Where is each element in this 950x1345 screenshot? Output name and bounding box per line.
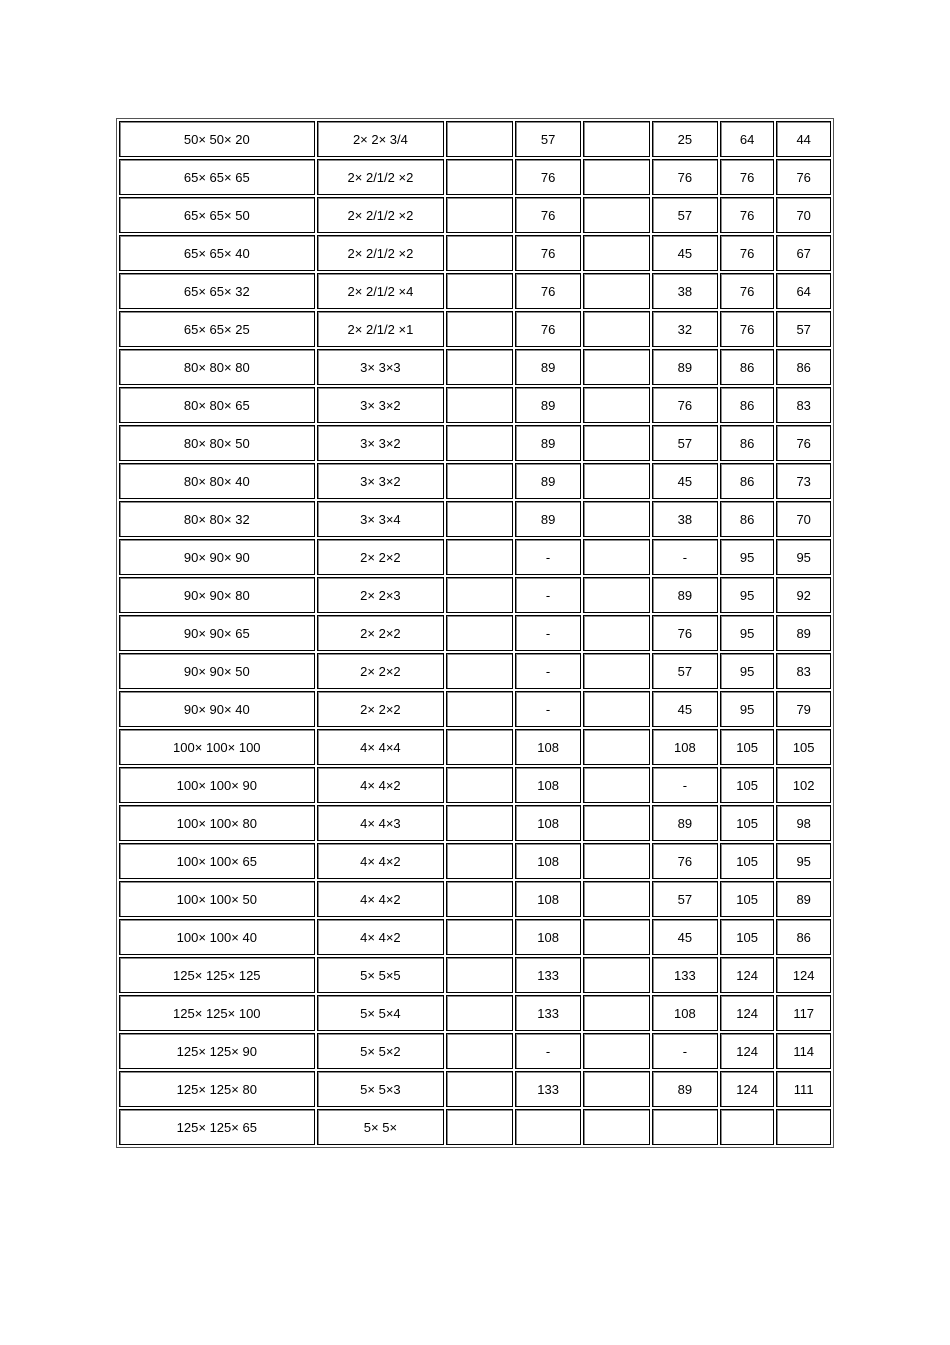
- thread-cell: 2× 2/1/2 ×2: [317, 235, 445, 271]
- table-row: [119, 653, 831, 689]
- dimension-d-cell: 57: [776, 311, 831, 347]
- thread-cell: 2× 2×2: [317, 615, 445, 651]
- thread-cell: 5× 5×5: [317, 957, 445, 993]
- size-cell: 80× 80× 80: [119, 349, 315, 385]
- table-row: [119, 577, 831, 613]
- dimension-b-cell: 89: [652, 805, 718, 841]
- dimension-c-cell: 76: [720, 235, 775, 271]
- size-cell: 100× 100× 100: [119, 729, 315, 765]
- blank-cell-b: [583, 349, 650, 385]
- table-row: [119, 235, 831, 271]
- dimension-d-cell: 76: [776, 159, 831, 195]
- blank-cell-a: [446, 881, 513, 917]
- dimension-b-cell: 89: [652, 577, 718, 613]
- size-cell: 90× 90× 50: [119, 653, 315, 689]
- blank-cell-a: [446, 159, 513, 195]
- size-cell: 65× 65× 65: [119, 159, 315, 195]
- blank-cell-b: [583, 235, 650, 271]
- size-cell: 65× 65× 40: [119, 235, 315, 271]
- blank-cell-b: [583, 273, 650, 309]
- dimension-b-cell: 38: [652, 273, 718, 309]
- blank-cell-b: [583, 653, 650, 689]
- dimension-c-cell: 124: [720, 1071, 775, 1107]
- table-row: [119, 539, 831, 575]
- dimension-b-cell: 57: [652, 197, 718, 233]
- dimension-a-cell: 108: [515, 843, 581, 879]
- table-row: [119, 767, 831, 803]
- table-row: [119, 463, 831, 499]
- thread-cell: 5× 5×2: [317, 1033, 445, 1069]
- dimension-d-cell: 73: [776, 463, 831, 499]
- thread-cell: 5× 5×4: [317, 995, 445, 1031]
- dimension-d-cell: 114: [776, 1033, 831, 1069]
- size-cell: 80× 80× 40: [119, 463, 315, 499]
- thread-cell: 2× 2×2: [317, 691, 445, 727]
- blank-cell-a: [446, 843, 513, 879]
- blank-cell-b: [583, 387, 650, 423]
- size-cell: 125× 125× 125: [119, 957, 315, 993]
- dimension-b-cell: 76: [652, 615, 718, 651]
- blank-cell-a: [446, 805, 513, 841]
- dimension-c-cell: 95: [720, 691, 775, 727]
- dimension-b-cell: [652, 1109, 718, 1145]
- dimension-d-cell: 79: [776, 691, 831, 727]
- dimension-a-cell: 108: [515, 881, 581, 917]
- dimension-a-cell: 133: [515, 1071, 581, 1107]
- thread-cell: 2× 2/1/2 ×2: [317, 159, 445, 195]
- dimension-c-cell: 76: [720, 311, 775, 347]
- dimension-a-cell: 108: [515, 805, 581, 841]
- blank-cell-a: [446, 653, 513, 689]
- dimension-c-cell: 95: [720, 539, 775, 575]
- table-row: [119, 501, 831, 537]
- blank-cell-b: [583, 691, 650, 727]
- blank-cell-a: [446, 121, 513, 157]
- dimension-c-cell: 124: [720, 1033, 775, 1069]
- dimension-c-cell: 86: [720, 425, 775, 461]
- dimension-a-cell: -: [515, 577, 581, 613]
- dimension-d-cell: 92: [776, 577, 831, 613]
- blank-cell-a: [446, 463, 513, 499]
- blank-cell-a: [446, 311, 513, 347]
- table-row: [119, 387, 831, 423]
- dimension-c-cell: 105: [720, 843, 775, 879]
- blank-cell-a: [446, 691, 513, 727]
- blank-cell-b: [583, 957, 650, 993]
- thread-cell: 2× 2× 3/4: [317, 121, 445, 157]
- blank-cell-b: [583, 501, 650, 537]
- blank-cell-a: [446, 197, 513, 233]
- table-row: [119, 1071, 831, 1107]
- dimension-c-cell: 105: [720, 881, 775, 917]
- blank-cell-b: [583, 311, 650, 347]
- dimension-b-cell: 32: [652, 311, 718, 347]
- dimension-c-cell: 76: [720, 159, 775, 195]
- size-cell: 100× 100× 40: [119, 919, 315, 955]
- dimension-c-cell: 105: [720, 805, 775, 841]
- dimension-b-cell: -: [652, 767, 718, 803]
- dimension-b-cell: 89: [652, 349, 718, 385]
- size-cell: 100× 100× 80: [119, 805, 315, 841]
- thread-cell: 4× 4×4: [317, 729, 445, 765]
- thread-cell: 2× 2/1/2 ×4: [317, 273, 445, 309]
- thread-cell: 4× 4×2: [317, 843, 445, 879]
- dimension-b-cell: 38: [652, 501, 718, 537]
- fitting-dimensions-table: [116, 118, 834, 1148]
- dimension-c-cell: [720, 1109, 775, 1145]
- dimension-c-cell: 124: [720, 995, 775, 1031]
- size-cell: 125× 125× 100: [119, 995, 315, 1031]
- dimension-a-cell: -: [515, 1033, 581, 1069]
- size-cell: 90× 90× 40: [119, 691, 315, 727]
- dimension-b-cell: -: [652, 1033, 718, 1069]
- thread-cell: 4× 4×3: [317, 805, 445, 841]
- dimension-b-cell: 108: [652, 995, 718, 1031]
- dimension-d-cell: 89: [776, 881, 831, 917]
- dimension-c-cell: 95: [720, 653, 775, 689]
- dimension-a-cell: 76: [515, 235, 581, 271]
- blank-cell-a: [446, 539, 513, 575]
- dimension-d-cell: 105: [776, 729, 831, 765]
- dimension-d-cell: [776, 1109, 831, 1145]
- blank-cell-a: [446, 995, 513, 1031]
- dimension-b-cell: 45: [652, 691, 718, 727]
- blank-cell-b: [583, 767, 650, 803]
- thread-cell: 5× 5×3: [317, 1071, 445, 1107]
- table-row: [119, 311, 831, 347]
- blank-cell-b: [583, 1071, 650, 1107]
- dimension-a-cell: 108: [515, 767, 581, 803]
- table-row: [119, 805, 831, 841]
- thread-cell: 2× 2×2: [317, 653, 445, 689]
- blank-cell-a: [446, 957, 513, 993]
- size-cell: 80× 80× 65: [119, 387, 315, 423]
- dimension-c-cell: 124: [720, 957, 775, 993]
- thread-cell: 4× 4×2: [317, 767, 445, 803]
- table-row: [119, 995, 831, 1031]
- blank-cell-a: [446, 1033, 513, 1069]
- size-cell: 125× 125× 65: [119, 1109, 315, 1145]
- table-row: [119, 197, 831, 233]
- blank-cell-a: [446, 273, 513, 309]
- blank-cell-a: [446, 729, 513, 765]
- blank-cell-a: [446, 577, 513, 613]
- dimension-d-cell: 86: [776, 919, 831, 955]
- dimension-c-cell: 95: [720, 577, 775, 613]
- dimension-c-cell: 105: [720, 729, 775, 765]
- table-row: [119, 957, 831, 993]
- blank-cell-b: [583, 539, 650, 575]
- blank-cell-a: [446, 1071, 513, 1107]
- dimension-a-cell: 76: [515, 159, 581, 195]
- size-cell: 80× 80× 32: [119, 501, 315, 537]
- dimension-a-cell: 89: [515, 425, 581, 461]
- dimension-a-cell: 76: [515, 311, 581, 347]
- dimension-a-cell: 76: [515, 197, 581, 233]
- dimension-c-cell: 76: [720, 273, 775, 309]
- dimension-d-cell: 83: [776, 653, 831, 689]
- dimension-d-cell: 117: [776, 995, 831, 1031]
- blank-cell-a: [446, 349, 513, 385]
- dimension-d-cell: 98: [776, 805, 831, 841]
- size-cell: 80× 80× 50: [119, 425, 315, 461]
- blank-cell-a: [446, 425, 513, 461]
- table-row: [119, 121, 831, 157]
- dimension-d-cell: 89: [776, 615, 831, 651]
- dimension-d-cell: 64: [776, 273, 831, 309]
- blank-cell-b: [583, 197, 650, 233]
- blank-cell-b: [583, 121, 650, 157]
- dimension-b-cell: 89: [652, 1071, 718, 1107]
- dimension-c-cell: 76: [720, 197, 775, 233]
- dimension-d-cell: 70: [776, 197, 831, 233]
- blank-cell-b: [583, 729, 650, 765]
- dimension-b-cell: 57: [652, 653, 718, 689]
- dimension-b-cell: 76: [652, 387, 718, 423]
- dimension-c-cell: 86: [720, 349, 775, 385]
- dimension-d-cell: 67: [776, 235, 831, 271]
- dimension-a-cell: [515, 1109, 581, 1145]
- dimension-c-cell: 86: [720, 501, 775, 537]
- size-cell: 125× 125× 80: [119, 1071, 315, 1107]
- table-row: [119, 919, 831, 955]
- blank-cell-b: [583, 159, 650, 195]
- blank-cell-b: [583, 1033, 650, 1069]
- blank-cell-b: [583, 995, 650, 1031]
- dimension-a-cell: 89: [515, 501, 581, 537]
- size-cell: 125× 125× 90: [119, 1033, 315, 1069]
- table-row: [119, 425, 831, 461]
- dimension-b-cell: 57: [652, 881, 718, 917]
- dimension-a-cell: 108: [515, 729, 581, 765]
- size-cell: 90× 90× 90: [119, 539, 315, 575]
- blank-cell-a: [446, 1109, 513, 1145]
- table-row: [119, 615, 831, 651]
- thread-cell: 4× 4×2: [317, 919, 445, 955]
- dimension-d-cell: 44: [776, 121, 831, 157]
- dimension-d-cell: 124: [776, 957, 831, 993]
- size-cell: 50× 50× 20: [119, 121, 315, 157]
- blank-cell-b: [583, 881, 650, 917]
- table-row: [119, 729, 831, 765]
- dimension-b-cell: 133: [652, 957, 718, 993]
- dimension-a-cell: 89: [515, 349, 581, 385]
- thread-cell: 2× 2/1/2 ×2: [317, 197, 445, 233]
- size-cell: 65× 65× 32: [119, 273, 315, 309]
- blank-cell-a: [446, 919, 513, 955]
- dimension-c-cell: 86: [720, 463, 775, 499]
- dimension-d-cell: 70: [776, 501, 831, 537]
- dimension-a-cell: -: [515, 653, 581, 689]
- dimension-a-cell: -: [515, 691, 581, 727]
- dimension-c-cell: 105: [720, 767, 775, 803]
- table-row: [119, 843, 831, 879]
- blank-cell-b: [583, 919, 650, 955]
- thread-cell: 5× 5×: [317, 1109, 445, 1145]
- dimension-a-cell: -: [515, 615, 581, 651]
- table-row: [119, 273, 831, 309]
- dimension-a-cell: 133: [515, 995, 581, 1031]
- size-cell: 100× 100× 90: [119, 767, 315, 803]
- blank-cell-b: [583, 425, 650, 461]
- dimension-d-cell: 83: [776, 387, 831, 423]
- table-row: [119, 349, 831, 385]
- dimension-a-cell: 89: [515, 463, 581, 499]
- dimension-b-cell: -: [652, 539, 718, 575]
- thread-cell: 2× 2×3: [317, 577, 445, 613]
- blank-cell-b: [583, 1109, 650, 1145]
- size-cell: 65× 65× 25: [119, 311, 315, 347]
- dimension-a-cell: 57: [515, 121, 581, 157]
- size-cell: 90× 90× 65: [119, 615, 315, 651]
- blank-cell-b: [583, 577, 650, 613]
- table-body: [119, 121, 831, 1145]
- table-row: [119, 691, 831, 727]
- blank-cell-b: [583, 805, 650, 841]
- dimension-c-cell: 86: [720, 387, 775, 423]
- dimension-b-cell: 76: [652, 843, 718, 879]
- dimension-b-cell: 76: [652, 159, 718, 195]
- size-cell: 65× 65× 50: [119, 197, 315, 233]
- blank-cell-a: [446, 767, 513, 803]
- size-cell: 90× 90× 80: [119, 577, 315, 613]
- dimension-b-cell: 45: [652, 919, 718, 955]
- dimension-d-cell: 102: [776, 767, 831, 803]
- thread-cell: 3× 3×4: [317, 501, 445, 537]
- size-cell: 100× 100× 65: [119, 843, 315, 879]
- dimension-c-cell: 95: [720, 615, 775, 651]
- dimension-a-cell: 108: [515, 919, 581, 955]
- dimension-a-cell: 76: [515, 273, 581, 309]
- dimension-b-cell: 57: [652, 425, 718, 461]
- thread-cell: 2× 2×2: [317, 539, 445, 575]
- blank-cell-a: [446, 235, 513, 271]
- table-row: [119, 1033, 831, 1069]
- dimension-b-cell: 45: [652, 463, 718, 499]
- thread-cell: 3× 3×2: [317, 463, 445, 499]
- dimension-b-cell: 25: [652, 121, 718, 157]
- thread-cell: 2× 2/1/2 ×1: [317, 311, 445, 347]
- dimension-d-cell: 76: [776, 425, 831, 461]
- dimension-a-cell: 133: [515, 957, 581, 993]
- dimension-a-cell: -: [515, 539, 581, 575]
- thread-cell: 3× 3×3: [317, 349, 445, 385]
- table-row: [119, 881, 831, 917]
- dimension-d-cell: 111: [776, 1071, 831, 1107]
- table-row: [119, 159, 831, 195]
- table-row: [119, 1109, 831, 1145]
- dimension-d-cell: 95: [776, 843, 831, 879]
- blank-cell-a: [446, 615, 513, 651]
- blank-cell-b: [583, 615, 650, 651]
- dimension-d-cell: 86: [776, 349, 831, 385]
- dimension-d-cell: 95: [776, 539, 831, 575]
- thread-cell: 3× 3×2: [317, 425, 445, 461]
- dimension-b-cell: 45: [652, 235, 718, 271]
- blank-cell-b: [583, 463, 650, 499]
- blank-cell-a: [446, 387, 513, 423]
- blank-cell-b: [583, 843, 650, 879]
- thread-cell: 3× 3×2: [317, 387, 445, 423]
- dimension-c-cell: 105: [720, 919, 775, 955]
- dimension-b-cell: 108: [652, 729, 718, 765]
- dimension-c-cell: 64: [720, 121, 775, 157]
- thread-cell: 4× 4×2: [317, 881, 445, 917]
- size-cell: 100× 100× 50: [119, 881, 315, 917]
- blank-cell-a: [446, 501, 513, 537]
- dimension-a-cell: 89: [515, 387, 581, 423]
